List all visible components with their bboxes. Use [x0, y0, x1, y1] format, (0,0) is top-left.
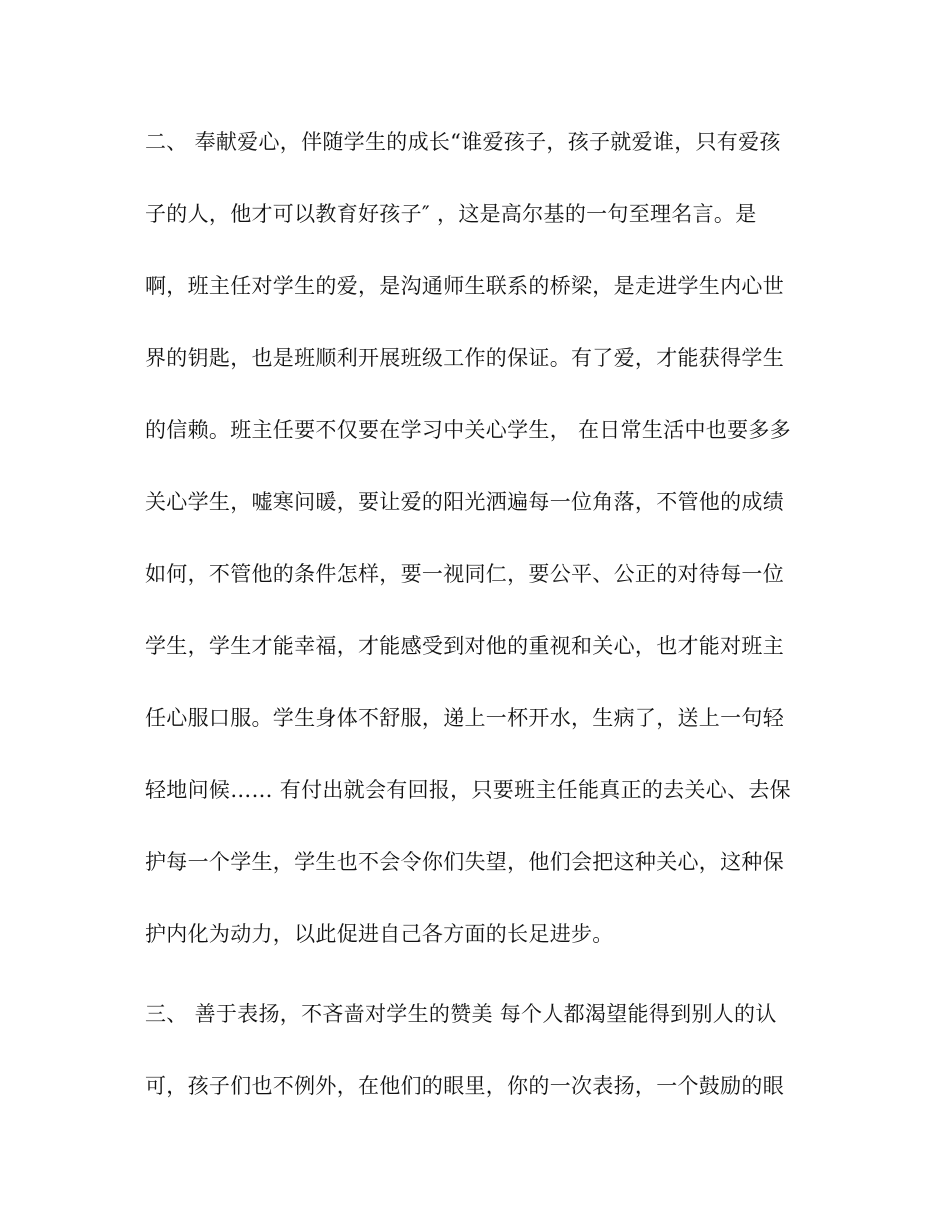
section-2-line-6: 关心学生，嘘寒问暖，要让爱的阳光洒遍每一位角落，不管他的成绩 — [145, 490, 784, 514]
section-2-line-2: 子的人，他才可以教育好孩子″ ，这是高尔基的一句至理名言。是 — [145, 202, 757, 226]
section-2-line-1: 二、 奉献爱心，伴随学生的成长“谁爱孩子，孩子就爱谁，只有爱孩 — [145, 130, 781, 154]
section-2-line-12: 护内化为动力，以此促进自己各方面的长足进步。 — [145, 922, 614, 946]
section-2-line-9: 任心服口服。学生身体不舒服，递上一杯开水，生病了，送上一句轻 — [145, 706, 784, 730]
section-2-line-10: 轻地问候…… 有付出就会有回报，只要班主任能真正的去关心、去保 — [145, 778, 791, 802]
section-2-line-3: 啊，班主任对学生的爱，是沟通师生联系的桥梁，是走进学生内心世 — [145, 274, 784, 298]
section-2-line-8: 学生，学生才能幸福，才能感受到对他的重视和关心，也才能对班主 — [145, 634, 784, 658]
section-2-line-7: 如何，不管他的条件怎样，要一视同仁，要公平、公正的对待每一位 — [145, 562, 784, 586]
section-3-line-1: 三、 善于表扬，不吝啬对学生的赞美 每个人都渴望能得到别人的认 — [145, 1002, 777, 1026]
section-3-line-2: 可，孩子们也不例外，在他们的眼里，你的一次表扬，一个鼓励的眼 — [145, 1074, 784, 1098]
section-2-line-4: 界的钥匙，也是班顺利开展班级工作的保证。有了爱，才能获得学生 — [145, 346, 784, 370]
section-2-line-11: 护每一个学生，学生也不会令你们失望，他们会把这种关心，这种保 — [145, 850, 784, 874]
section-2-line-5: 的信赖。班主任要不仅要在学习中关心学生， 在日常生活中也要多多 — [145, 418, 791, 442]
